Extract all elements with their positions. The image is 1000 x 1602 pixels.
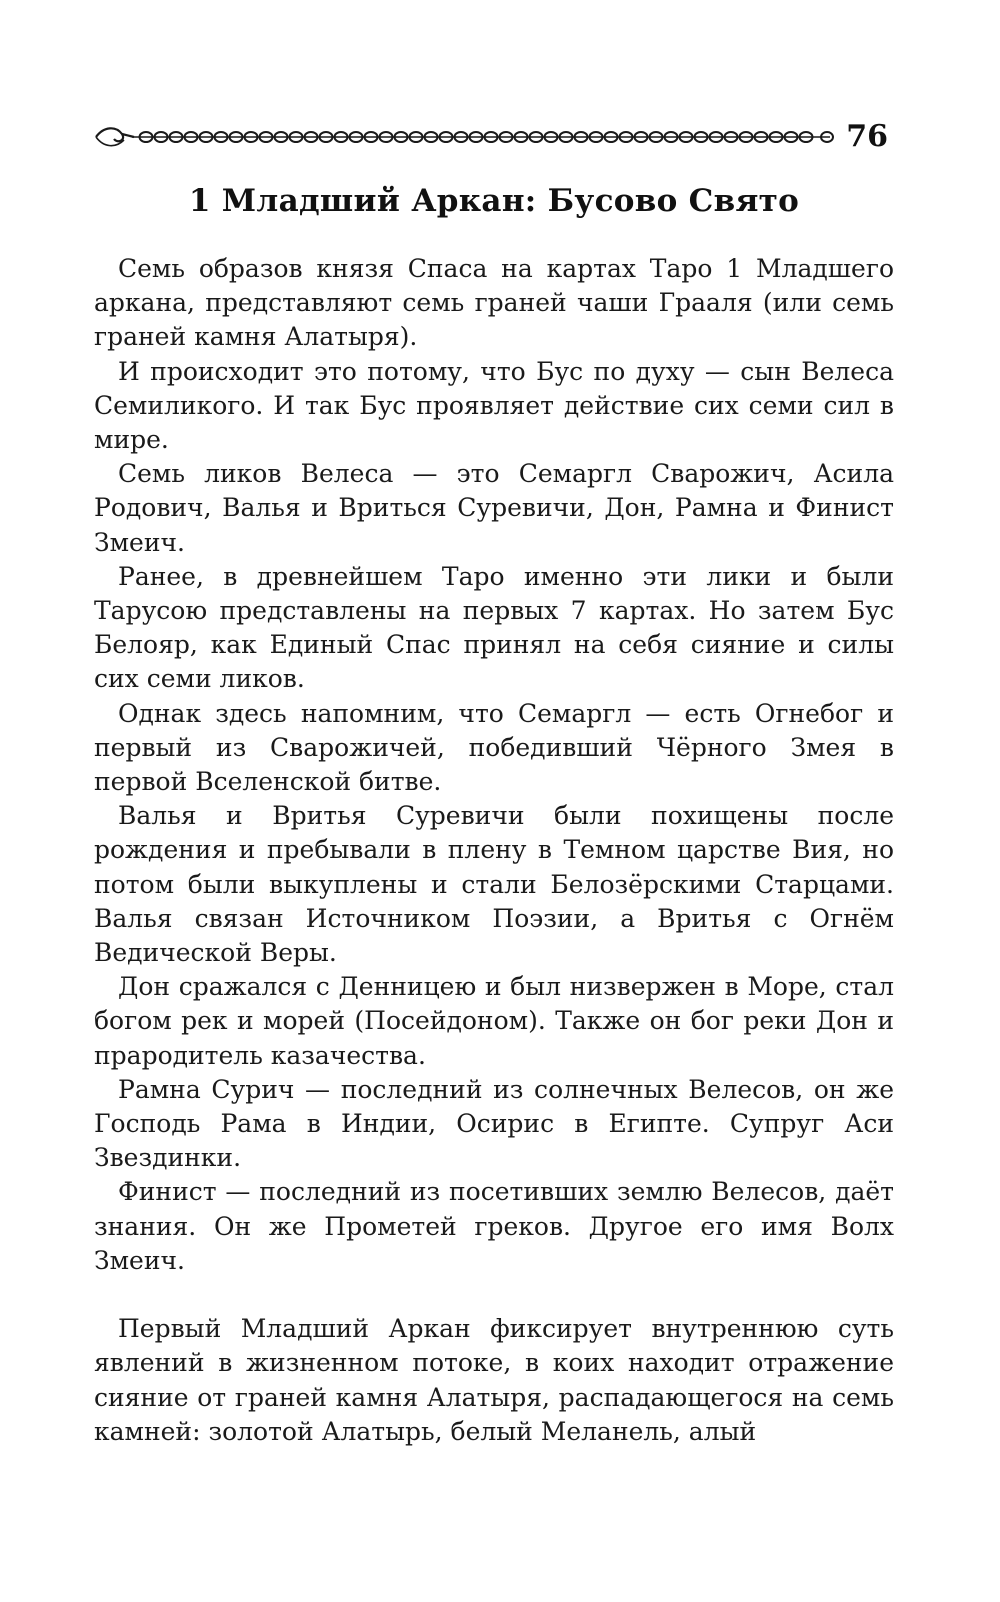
body-text xyxy=(94,252,894,1449)
paragraph: Семь образов князя Спаса на картах Таро 1 Младшего аркана, представляют семь граней чаши Грааля (или семь граней камня Алатыря). xyxy=(94,254,894,352)
paragraph: Валья и Вритья Суревичи были похищены после рождения и пребывали в плену в Темном царстве Вия, но потом были выкуплены и стали Белозёрскими Старцами. Валья связан Источником Поэзии, а Вритья с Огнём Ведической Веры. xyxy=(94,801,894,968)
paragraph: Семь ликов Велеса — это Семаргл Сварожич, Асила Родович, Валья и Вриться Суревичи, Дон, Рамна и Финист Змеич. xyxy=(94,459,894,557)
chapter-title: 1 Младший Аркан: Бусово Свято xyxy=(188,183,800,219)
paragraph: Первый Младший Аркан фиксирует внутреннюю суть явлений в жизненном потоке, в коих находит отражение сияние от граней камня Алатыря, распадающегося на семь камней: золотой Алатырь, белый Меланель, алый xyxy=(94,1314,894,1446)
paragraph: Однак здесь напомним, что Семаргл — есть Огнебог и первый из Сварожичей, победивший Чёрного Змея в первой Вселенской битве. xyxy=(94,698,894,797)
paragraph: Дон сражался с Денницею и был низвержен в Море, стал богом рек и морей (Посейдоном). Также он бог реки Дон и прародитель казачества. xyxy=(94,972,894,1070)
paragraph-spacer xyxy=(94,1278,894,1312)
paragraph: Рамна Сурич — последний из солнечных Велесов, он же Господь Рама в Индии, Осирис в Египте. Супруг Аси Звездинки. xyxy=(94,1074,894,1173)
running-head xyxy=(94,118,894,158)
paragraph: Финист — последний из посетивших землю Велесов, даёт знания. Он же Прометей греков. Другое его имя Волх Змеич. xyxy=(94,1177,894,1275)
paragraph: Ранее, в древнейшем Таро именно эти лики и были Тарусою представлены на первых 7 картах. Но затем Бус Белояр, как Единый Спас принял на себя сияние и силы сих семи ликов. xyxy=(94,561,894,694)
ornamental-rule-icon xyxy=(94,122,836,152)
page-number: 76 xyxy=(846,119,888,154)
paragraph: И происходит это потому, что Бус по духу — сын Велеса Семиликого. И так Бус проявляет действие сих семи сил в мире. xyxy=(94,356,894,455)
